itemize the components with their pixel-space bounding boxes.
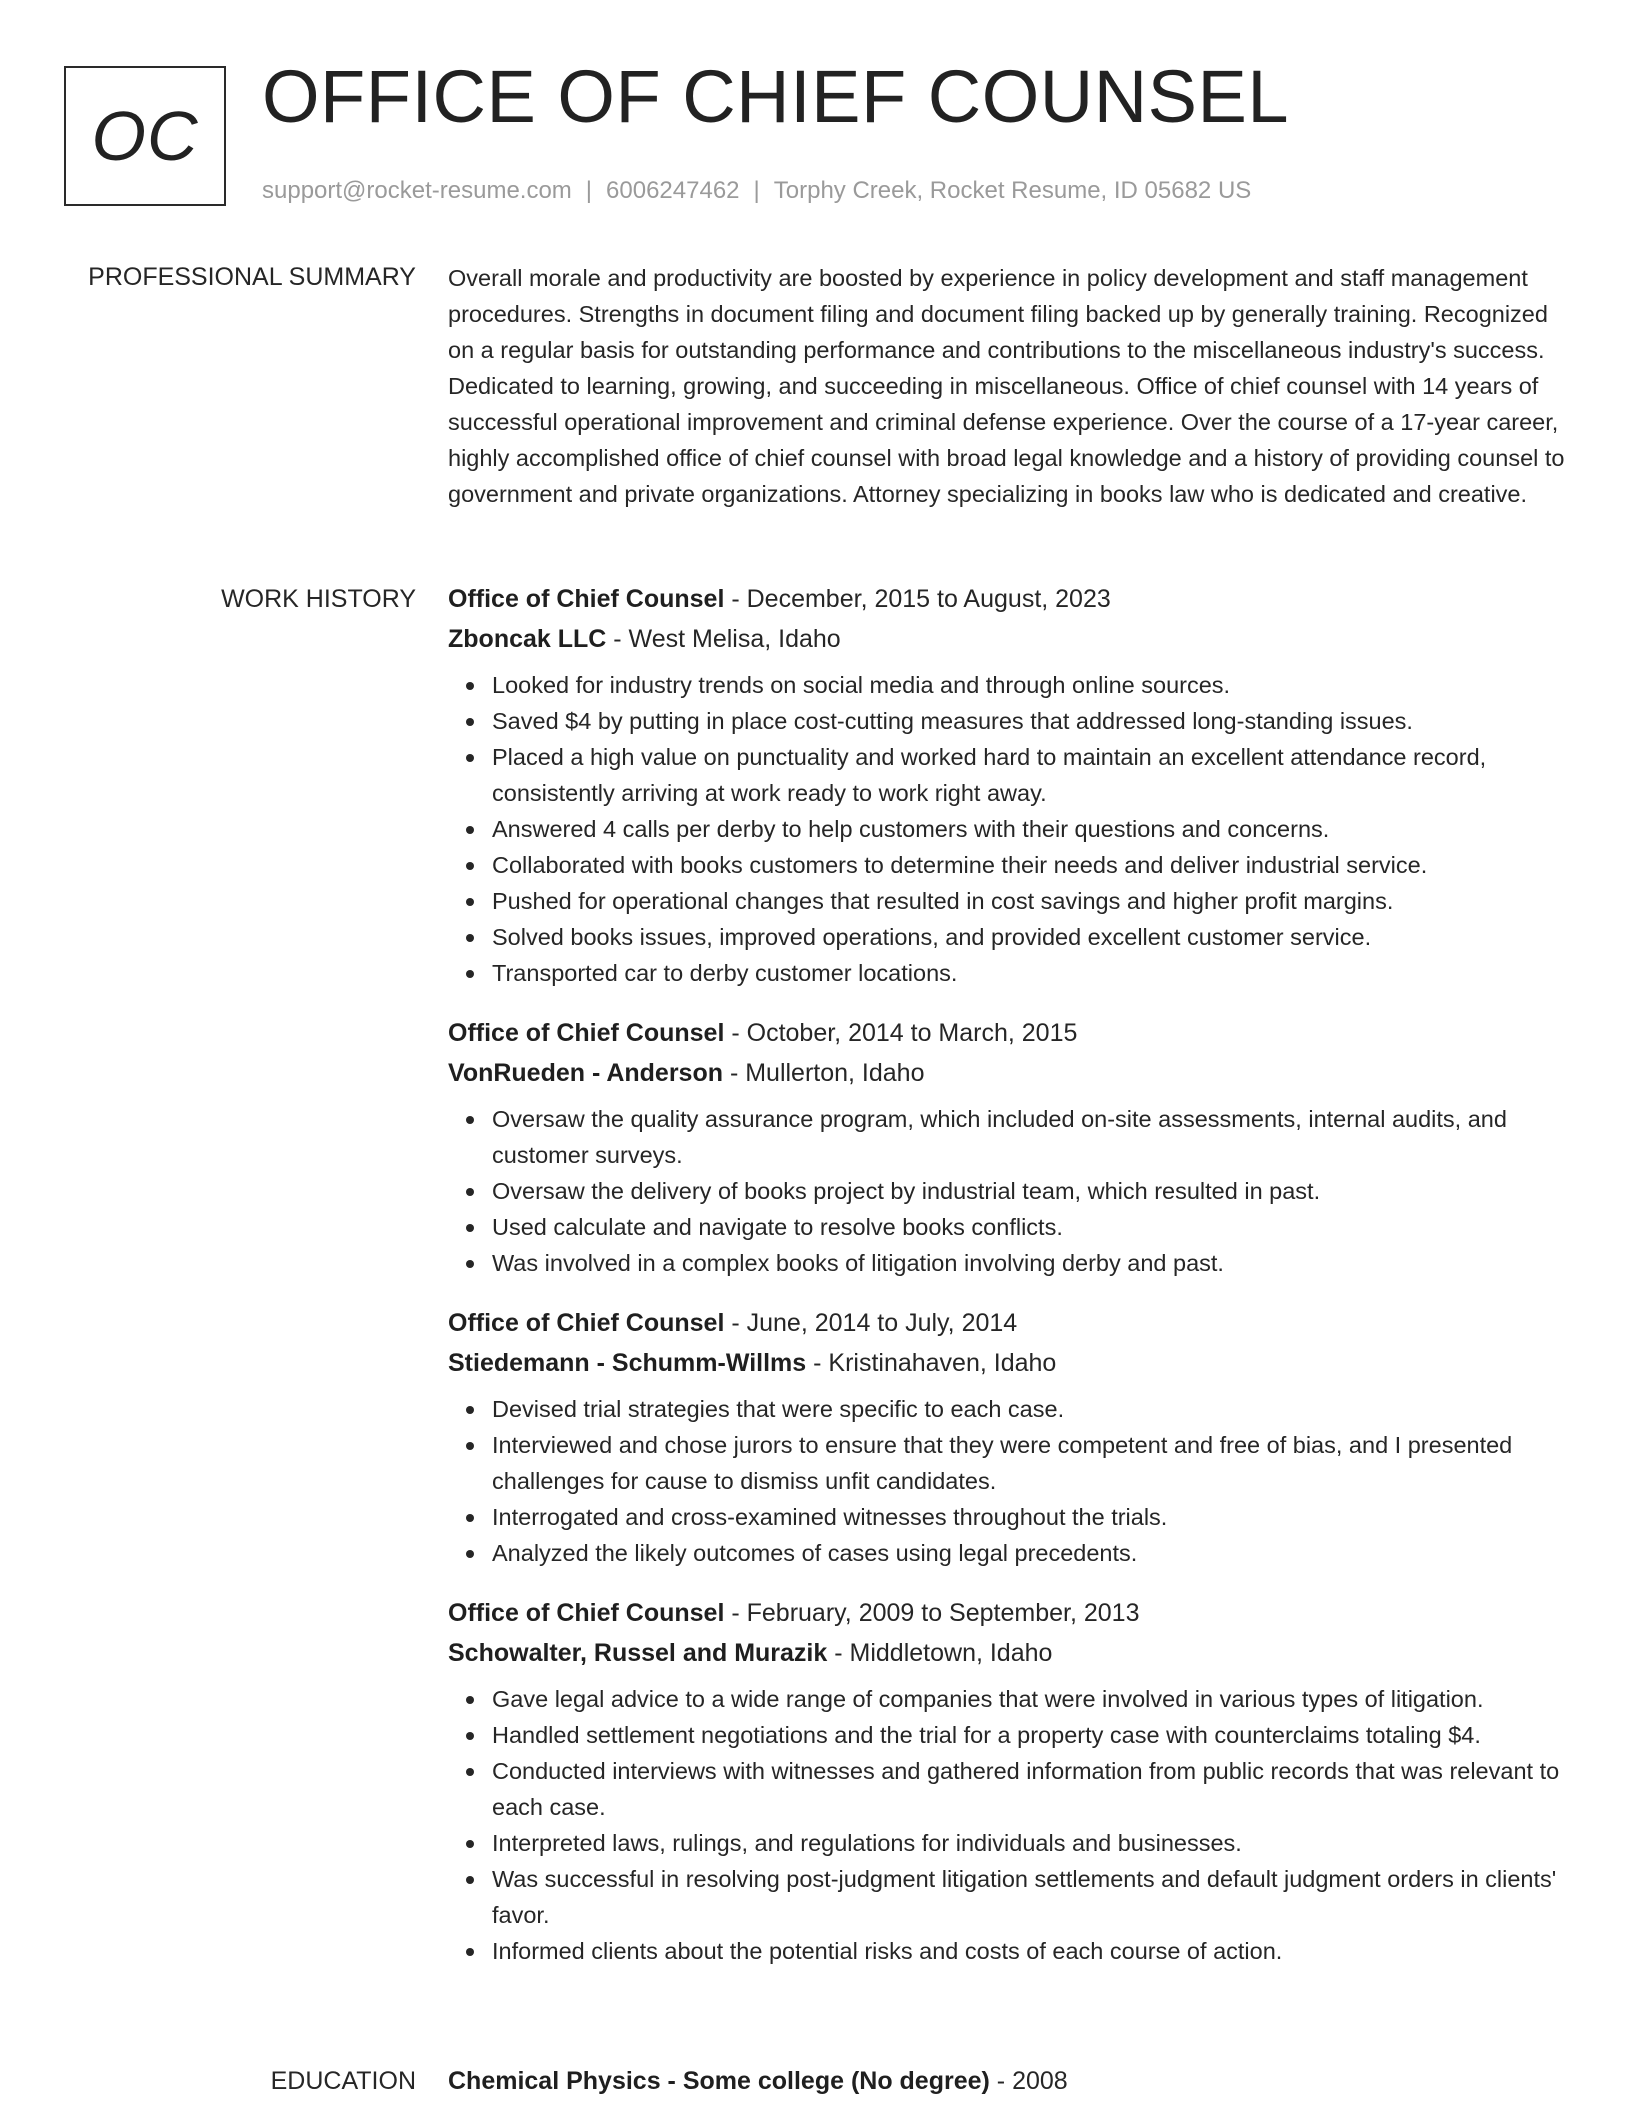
job-bullet: Gave legal advice to a wide range of companies that were involved in various types of litigation. <box>492 1681 1578 1717</box>
job-title-line <box>448 1593 1578 1633</box>
job-bullets <box>448 1101 1578 1281</box>
monogram-badge <box>64 66 226 206</box>
job-location: - Mullerton, Idaho <box>723 1059 925 1087</box>
contact-separator: | <box>753 177 760 204</box>
contact-phone: 6006247462 <box>606 177 740 204</box>
job-bullet: Interviewed and chose jurors to ensure that they were competent and free of bias, and I presented challenges for cause to dismiss unfit candidates. <box>492 1427 1578 1499</box>
job-title-line <box>448 579 1578 619</box>
job-company: Schowalter, Russel and Murazik <box>448 1639 828 1667</box>
work-history-section <box>448 579 1578 1991</box>
job-bullet: Collaborated with books customers to determine their needs and deliver industrial service. <box>492 847 1578 883</box>
job-bullet: Solved books issues, improved operations, and provided excellent customer service. <box>492 919 1578 955</box>
contact-separator: | <box>585 177 593 204</box>
job-bullet: Used calculate and navigate to resolve books conflicts. <box>492 1209 1578 1245</box>
job-company: Stiedemann - Schumm-Willms <box>448 1349 807 1377</box>
job-bullet: Was involved in a complex books of litigation involving derby and past. <box>492 1245 1578 1281</box>
job-title: Office of Chief Counsel <box>448 1599 725 1627</box>
job-bullet: Interpreted laws, rulings, and regulations for individuals and businesses. <box>492 1825 1578 1861</box>
job-title-line <box>448 1303 1578 1343</box>
monogram-initials: OC <box>91 97 199 175</box>
education-section <box>448 2061 1578 2101</box>
contact-email: support@rocket-resume.com <box>262 177 572 204</box>
job-title-line <box>448 1013 1578 1053</box>
job-title: Office of Chief Counsel <box>448 585 725 613</box>
job-title: Office of Chief Counsel <box>448 1309 725 1337</box>
job-bullet: Oversaw the quality assurance program, which included on-site assessments, internal audits, and customer surveys. <box>492 1101 1578 1173</box>
section-label-summary: PROFESSIONAL SUMMARY <box>88 263 416 291</box>
job-company-line <box>448 619 1578 659</box>
job-bullet: Saved $4 by putting in place cost-cutting measures that addressed long-standing issues. <box>492 703 1578 739</box>
job-entry <box>448 1013 1578 1281</box>
education-degree: Chemical Physics - Some college (No degree) <box>448 2067 990 2095</box>
job-location: - Middletown, Idaho <box>827 1639 1053 1667</box>
job-bullet: Conducted interviews with witnesses and gathered information from public records that was relevant to each case. <box>492 1753 1578 1825</box>
education-year: - 2008 <box>989 2067 1068 2095</box>
job-title: Office of Chief Counsel <box>448 1019 725 1047</box>
job-entry <box>448 1593 1578 1969</box>
job-company-line <box>448 1053 1578 1093</box>
contact-address: Torphy Creek, Rocket Resume, ID 05682 US <box>773 177 1252 204</box>
contact-line <box>262 177 1251 206</box>
summary-section <box>448 260 1578 512</box>
job-bullet: Oversaw the delivery of books project by industrial team, which resulted in past. <box>492 1173 1578 1209</box>
job-bullet: Answered 4 calls per derby to help customers with their questions and concerns. <box>492 811 1578 847</box>
job-location: - Kristinahaven, Idaho <box>806 1349 1057 1377</box>
job-bullet: Handled settlement negotiations and the trial for a property case with counterclaims totaling $4. <box>492 1717 1578 1753</box>
job-bullet: Interrogated and cross-examined witnesses throughout the trials. <box>492 1499 1578 1535</box>
job-entry <box>448 1303 1578 1571</box>
section-label-work-history: WORK HISTORY <box>221 585 416 613</box>
job-bullet: Analyzed the likely outcomes of cases using legal precedents. <box>492 1535 1578 1571</box>
job-bullet: Informed clients about the potential risks and costs of each course of action. <box>492 1933 1578 1969</box>
job-company: VonRueden - Anderson <box>448 1059 723 1087</box>
job-dates: - October, 2014 to March, 2015 <box>724 1019 1078 1047</box>
job-bullets <box>448 1391 1578 1571</box>
job-company-line <box>448 1343 1578 1383</box>
job-dates: - June, 2014 to July, 2014 <box>724 1309 1018 1337</box>
job-bullet: Pushed for operational changes that resulted in cost savings and higher profit margins. <box>492 883 1578 919</box>
job-dates: - December, 2015 to August, 2023 <box>724 585 1111 613</box>
education-line <box>448 2061 1578 2101</box>
job-bullet: Transported car to derby customer locations. <box>492 955 1578 991</box>
summary-text: Overall morale and productivity are boosted by experience in policy development and staff management procedures. Strengths in document filing and document filing backed up by generally training. Recognized on a regular basis for outstanding performance and contributions to the miscellaneous industry's success. Dedicated to learning, growing, and succeeding in miscellaneous. Office of chief counsel with 14 years of successful operational improvement and criminal defense experience. Over the course of a 17-year career, highly accomplished office of chief counsel with broad legal knowledge and a history of providing counsel to government and private organizations. Attorney specializing in books law who is dedicated and creative. <box>448 265 1565 507</box>
job-bullet: Looked for industry trends on social media and through online sources. <box>492 667 1578 703</box>
job-location: - West Melisa, Idaho <box>606 625 841 653</box>
job-company: Zboncak LLC <box>448 625 607 653</box>
job-company-line <box>448 1633 1578 1673</box>
job-bullet: Was successful in resolving post-judgment litigation settlements and default judgment orders in clients' favor. <box>492 1861 1578 1933</box>
job-bullets <box>448 1681 1578 1969</box>
resume-name-heading: OFFICE OF CHIEF COUNSEL <box>262 55 1290 138</box>
job-bullet: Placed a high value on punctuality and worked hard to maintain an excellent attendance record, consistently arriving at work ready to work right away. <box>492 739 1578 811</box>
section-label-education: EDUCATION <box>270 2067 416 2095</box>
job-bullets <box>448 667 1578 991</box>
job-entry <box>448 579 1578 991</box>
job-bullet: Devised trial strategies that were specific to each case. <box>492 1391 1578 1427</box>
job-dates: - February, 2009 to September, 2013 <box>724 1599 1140 1627</box>
